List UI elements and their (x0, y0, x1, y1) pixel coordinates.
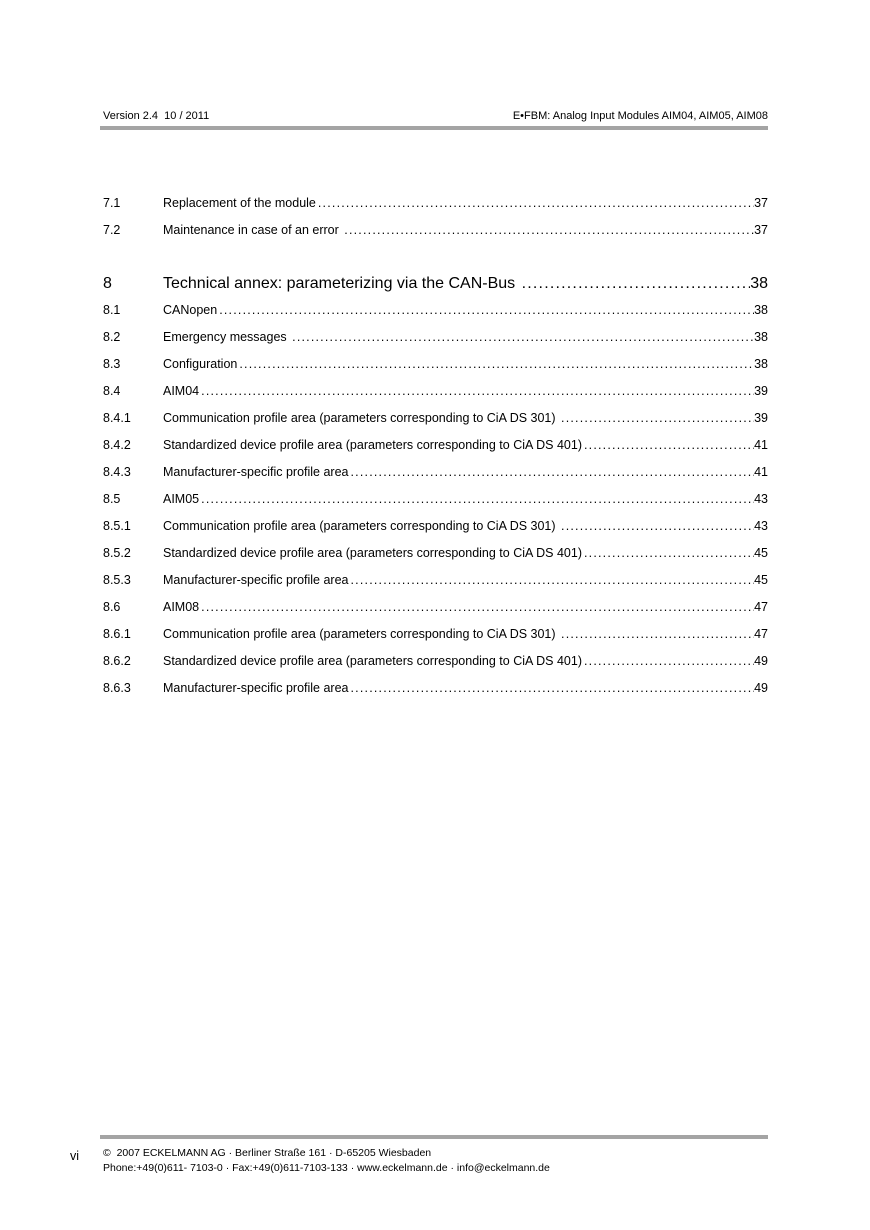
toc-entry-dot-leader (584, 540, 754, 567)
toc-entry-title: Configuration (163, 357, 238, 371)
toc-entry-number: 8.4.1 (103, 411, 131, 425)
toc-entry-title: Technical annex: parameterizing via the CAN-Bus (163, 275, 520, 292)
footer-page-number: vi (70, 1149, 80, 1163)
toc-entry-title: Manufacturer-specific profile area (163, 681, 349, 695)
toc-entry-dot-leader (584, 432, 754, 459)
toc-entry-dot-leader (318, 190, 754, 217)
toc-entry-title: Standardized device profile area (parameters corresponding to CiA DS 401) (163, 654, 582, 668)
toc-entry-dot-leader (561, 621, 754, 648)
toc-entry-title: Communication profile area (parameters corresponding to CiA DS 301) (163, 519, 560, 533)
toc-entry-number: 8.5.3 (103, 573, 131, 587)
toc-entry (103, 351, 768, 378)
toc-entry-page: 38 (754, 303, 768, 317)
toc-entry-dot-leader (201, 378, 754, 405)
toc-entry-title: Communication profile area (parameters corresponding to CiA DS 301) (163, 411, 560, 425)
footer-contact-line: Phone:+49(0)611- 7103-0 · Fax:+49(0)611-7103-133 · www.eckelmann.de · info@eckelmann.de (103, 1162, 550, 1174)
toc-entry-page: 47 (754, 627, 768, 641)
toc-entry-page: 39 (754, 411, 768, 425)
toc-entry-dot-leader (351, 459, 755, 486)
toc-entry-dot-leader (561, 405, 754, 432)
toc-entry-page: 38 (750, 275, 768, 292)
toc-entry-dot-leader (351, 567, 755, 594)
toc-entry-page: 39 (754, 384, 768, 398)
toc-entry (103, 459, 768, 486)
toc-entry-dot-leader (522, 270, 751, 297)
toc-entry-title: Communication profile area (parameters corresponding to CiA DS 301) (163, 627, 560, 641)
footer-rule (100, 1135, 768, 1139)
toc-entry (103, 405, 768, 432)
toc-entry-title: Manufacturer-specific profile area (163, 573, 349, 587)
toc-entry-page: 37 (754, 223, 768, 237)
toc-entry (103, 270, 768, 297)
toc-entry-number: 7.1 (103, 196, 121, 210)
footer-imprint (103, 1146, 550, 1176)
toc-entry-dot-leader (584, 648, 754, 675)
header-version-text: Version 2.4 10 / 2011 (103, 110, 210, 122)
toc-entry-number: 8.5 (103, 492, 121, 506)
toc-entry-page: 49 (754, 654, 768, 668)
toc-entry-page: 47 (754, 600, 768, 614)
toc-entry-number: 7.2 (103, 223, 121, 237)
header-document-title: E•FBM: Analog Input Modules AIM04, AIM05, AIM08 (512, 110, 768, 122)
toc-entry-number: 8.5.1 (103, 519, 131, 533)
toc-entry-number: 8.1 (103, 303, 121, 317)
toc-entry-dot-leader (351, 675, 755, 702)
toc-entry-number: 8.4.3 (103, 465, 131, 479)
toc-entry-page: 45 (754, 546, 768, 560)
toc-entry (103, 648, 768, 675)
toc-entry-page: 43 (754, 519, 768, 533)
toc-entry-page: 37 (754, 196, 768, 210)
toc-entry-number: 8.4 (103, 384, 121, 398)
toc-entry-number: 8.2 (103, 330, 121, 344)
toc-entry (103, 540, 768, 567)
toc-entry-number: 8 (103, 275, 112, 292)
toc (103, 190, 768, 702)
toc-entry (103, 486, 768, 513)
toc-entry-title: AIM08 (163, 600, 200, 614)
toc-entry-title: Standardized device profile area (parameters corresponding to CiA DS 401) (163, 438, 582, 452)
toc-entry (103, 621, 768, 648)
toc-entry-page: 38 (754, 330, 768, 344)
toc-entry (103, 567, 768, 594)
toc-entry (103, 432, 768, 459)
toc-entry-title: CANopen (163, 303, 218, 317)
toc-entry-number: 8.6.2 (103, 654, 131, 668)
toc-entry-dot-leader (201, 594, 754, 621)
toc-entry-number: 8.4.2 (103, 438, 131, 452)
toc-entry-title: Standardized device profile area (parameters corresponding to CiA DS 401) (163, 546, 582, 560)
toc-entry-dot-leader (292, 324, 754, 351)
toc-entry (103, 675, 768, 702)
toc-entry-number: 8.6 (103, 600, 121, 614)
toc-entry-title: Maintenance in case of an error (163, 223, 343, 237)
toc-entry-title: Replacement of the module (163, 196, 316, 210)
toc-entry-title: AIM04 (163, 384, 200, 398)
toc-entry-dot-leader (219, 297, 754, 324)
toc-entry-dot-leader (561, 513, 754, 540)
toc-entry-page: 43 (754, 492, 768, 506)
toc-entry-title: Manufacturer-specific profile area (163, 465, 349, 479)
toc-entry-dot-leader (239, 351, 754, 378)
toc-entry-dot-leader (344, 217, 754, 244)
toc-entry (103, 297, 768, 324)
toc-entry-title: AIM05 (163, 492, 200, 506)
toc-entry-page: 41 (754, 465, 768, 479)
toc-entry (103, 513, 768, 540)
toc-entry-number: 8.3 (103, 357, 121, 371)
header-rule (100, 126, 768, 130)
toc-entry-page: 41 (754, 438, 768, 452)
toc-entry-number: 8.6.3 (103, 681, 131, 695)
toc-entry (103, 594, 768, 621)
toc-entry-page: 38 (754, 357, 768, 371)
toc-entry-page: 45 (754, 573, 768, 587)
toc-entry-dot-leader (201, 486, 754, 513)
footer-copyright-line: © 2007 ECKELMANN AG · Berliner Straße 161 · D-65205 Wiesbaden (103, 1147, 432, 1159)
toc-entry-number: 8.5.2 (103, 546, 131, 560)
toc-entry-page: 49 (754, 681, 768, 695)
toc-entry-title: Emergency messages (163, 330, 291, 344)
toc-entry-number: 8.6.1 (103, 627, 131, 641)
toc-entry (103, 190, 768, 217)
toc-entry (103, 217, 768, 244)
toc-entry (103, 378, 768, 405)
toc-entry (103, 324, 768, 351)
